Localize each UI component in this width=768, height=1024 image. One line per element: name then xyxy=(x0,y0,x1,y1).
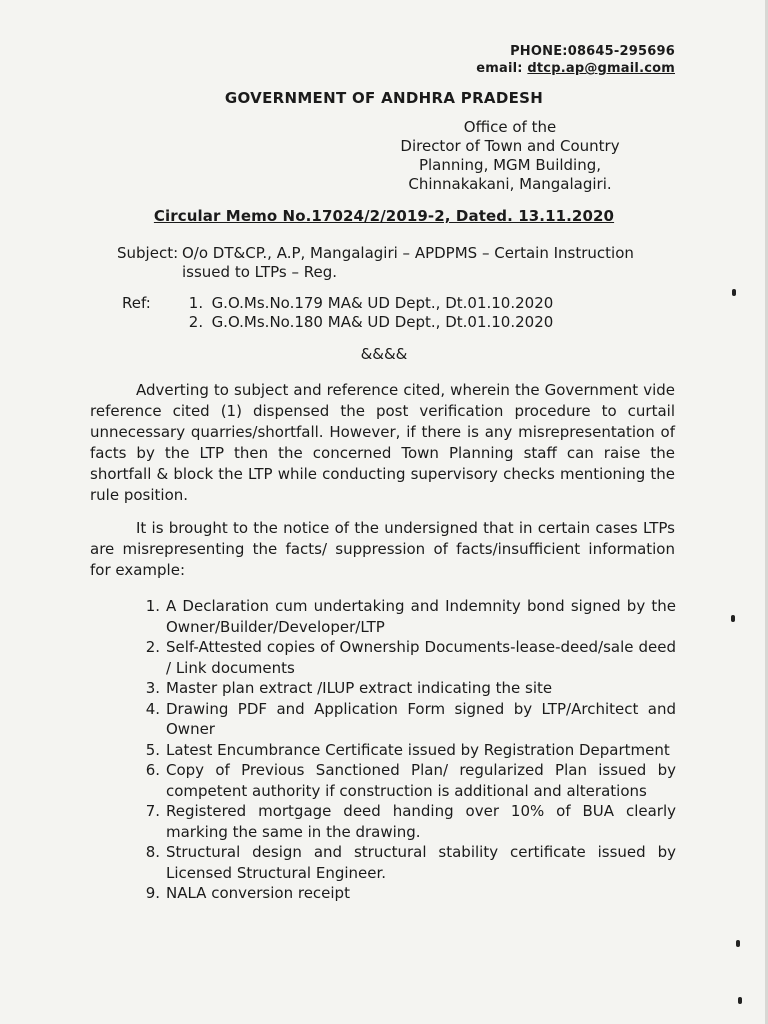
list-item-number: 4. xyxy=(145,699,160,718)
body-paragraph-2: It is brought to the notice of the undersigned that in certain cases LTPs are misrepresenting the facts/ suppression of facts/insufficient information for example: xyxy=(90,519,675,579)
list-item xyxy=(118,637,676,678)
list-item-text: Self-Attested copies of Ownership Documents-lease-deed/sale deed / Link documents xyxy=(166,638,676,677)
list-item xyxy=(118,699,676,740)
list-item xyxy=(118,842,676,883)
list-item xyxy=(118,740,676,761)
subject-text-line2: issued to LTPs – Reg. xyxy=(182,263,338,281)
list-item xyxy=(118,883,676,904)
list-item-number: 1. xyxy=(145,597,160,615)
email-line xyxy=(476,60,675,77)
email-label: email: xyxy=(476,61,523,76)
office-line: Office of the xyxy=(463,118,557,136)
reference-item xyxy=(189,294,554,313)
office-line: Chinnakakani, Mangalagiri. xyxy=(408,175,612,193)
list-item-text: Master plan extract /ILUP extract indicating the site xyxy=(166,679,553,697)
document-checklist xyxy=(118,596,676,904)
scan-speck xyxy=(732,289,736,296)
subject-text-line1: O/o DT&CP., A.P, Mangalagiri – APDPMS – Certain Instruction xyxy=(182,244,634,262)
list-item-number: 6. xyxy=(145,761,160,779)
scan-speck xyxy=(731,615,735,622)
email-address: dtcp.ap@gmail.com xyxy=(527,61,675,76)
memo-title: Circular Memo No.17024/2/2019-2, Dated. 13.11.2020 xyxy=(153,207,615,225)
reference-text: G.O.Ms.No.179 MA& UD Dept., Dt.01.10.2020 xyxy=(211,294,554,312)
reference-number: 2. xyxy=(188,313,204,331)
list-item-text: Structural design and structural stability certificate issued by Licensed Structural Engineer. xyxy=(166,843,676,882)
list-item xyxy=(118,678,676,699)
subject-block xyxy=(117,244,677,282)
list-item xyxy=(118,760,676,801)
reference-label: Ref: xyxy=(122,294,151,312)
phone-line: PHONE:08645-295696 xyxy=(510,44,675,59)
list-item-number: 8. xyxy=(145,843,160,861)
list-item-text: NALA conversion receipt xyxy=(166,884,350,902)
reference-number: 1. xyxy=(188,294,204,312)
reference-block xyxy=(122,294,553,332)
list-item-number: 7. xyxy=(145,802,160,820)
list-item-number: 9. xyxy=(145,884,160,902)
government-heading: GOVERNMENT OF ANDHRA PRADESH xyxy=(224,89,544,107)
office-line: Director of Town and Country xyxy=(400,137,620,155)
list-item xyxy=(118,596,676,637)
section-separator: &&&& xyxy=(360,345,408,363)
scan-speck xyxy=(736,940,740,947)
list-item-number: 2. xyxy=(145,638,160,656)
list-item-text: Drawing PDF and Application Form signed by LTP/Architect and Owner xyxy=(166,699,676,738)
list-item-number: 3. xyxy=(145,679,160,697)
list-item xyxy=(118,801,676,842)
list-item-text: Registered mortgage deed handing over 10% of BUA clearly marking the same in the drawing. xyxy=(166,802,676,841)
list-item-text: Copy of Previous Sanctioned Plan/ regularized Plan issued by competent authority if construction is additional and alterations xyxy=(166,761,676,800)
contact-block xyxy=(476,43,675,77)
subject-label: Subject: xyxy=(117,244,179,262)
reference-text: G.O.Ms.No.180 MA& UD Dept., Dt.01.10.2020 xyxy=(211,313,554,331)
reference-list xyxy=(189,294,554,332)
reference-item xyxy=(189,313,554,332)
list-item-number: 5. xyxy=(145,740,160,759)
scan-speck xyxy=(738,997,742,1004)
list-item-text: Latest Encumbrance Certificate issued by Registration Department xyxy=(166,740,670,759)
list-item-text: A Declaration cum undertaking and Indemnity bond signed by the Owner/Builder/Developer/LTP xyxy=(166,597,676,636)
office-line: Planning, MGM Building, xyxy=(418,156,602,174)
office-address xyxy=(380,118,640,194)
body-paragraph-1: Adverting to subject and reference cited, wherein the Government vide reference cited (1) dispensed the post verification procedure to curtail unnecessary quarries/shortfall. However, if there is any misrepresentation of facts by the LTP then the concerned Town Planning staff can raise the shortfall & block the LTP while conducting supervisory checks mentioning the rule position. xyxy=(90,381,675,504)
